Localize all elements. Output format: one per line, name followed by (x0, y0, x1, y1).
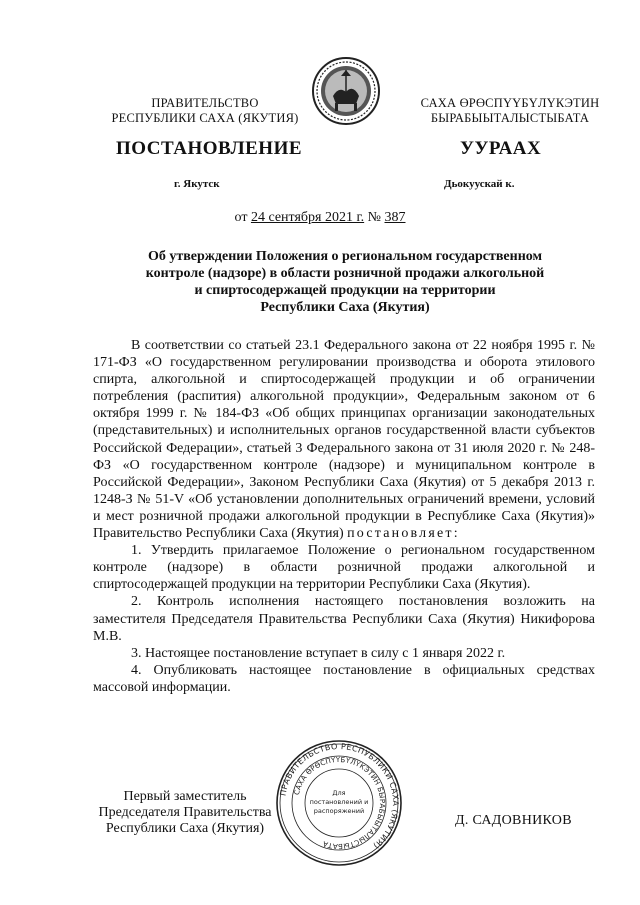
city-russian: г. Якутск (174, 178, 220, 190)
city-yakut: Дьокуускай к. (444, 178, 515, 190)
title-line-2: контроле (надзоре) в области розничной продажи алкогольной (145, 266, 545, 281)
doc-type-yakut: УУРААХ (460, 138, 542, 159)
header-left-line1: ПРАВИТЕЛЬСТВО (151, 96, 259, 110)
header-left-line2: РЕСПУБЛИКИ САХА (ЯКУТИЯ) (111, 111, 299, 125)
preamble-paragraph (93, 337, 595, 542)
header-right-line1: САХА ӨРӨСПҮҮБҮЛҮКЭТИН (420, 96, 600, 110)
stamp-center-line-2: постановлений и (309, 798, 369, 806)
document-body (93, 337, 595, 696)
item-1: 1. Утвердить прилагаемое Положение о региональном государственном контроле (надзоре) в области розничной продажи алкогольной и спиртосодержащей продукции на территории Республики Саха (Якутия). (93, 543, 595, 593)
header-left (100, 96, 310, 126)
official-stamp (274, 738, 404, 868)
resolves-word: постановляет: (347, 526, 460, 542)
item-3: 3. Настоящее постановление вступает в силу с 1 января 2022 г. (131, 645, 506, 661)
coat-of-arms-emblem (311, 56, 381, 126)
stamp-center-line-1: Для (332, 789, 346, 797)
stamp-outer-text: ПРАВИТЕЛЬСТВО РЕСПУБЛИКИ САХА (ЯКУТИЯ) (278, 741, 401, 851)
title-line-4: Республики Саха (Якутия) (260, 300, 430, 315)
item-4: 4. Опубликовать настоящее постановление в официальных средствах массовой информации. (93, 662, 595, 695)
signatory-name: Д. САДОВНИКОВ (455, 813, 572, 828)
number-prefix: № (364, 210, 385, 225)
title-line-3: и спиртосодержащей продукции на территории (194, 283, 496, 298)
stamp-inner-text: САХА ӨРӨСПҮҮБҮЛҮКЭТИН БЫРАБЫЫТАЛЫСТЫБАТА (292, 755, 387, 851)
document-number: 387 (384, 210, 406, 225)
header-right-line2: БЫРАБЫЫТАЛЫСТЫБАТА (430, 111, 590, 125)
position-line-2: Председателя Правительства (98, 805, 272, 820)
doc-type-russian: ПОСТАНОВЛЕНИЕ (116, 138, 303, 159)
position-line-3: Республики Саха (Якутия) (105, 821, 265, 836)
title-line-1: Об утверждении Положения о региональном государственном (147, 249, 543, 264)
item-2: 2. Контроль исполнения настоящего постановления возложить на заместителя Председателя Правительства Республики Саха (Якутия) Никифорова М.В. (93, 594, 595, 644)
position-line-1: Первый заместитель (123, 789, 247, 804)
stamp-center-line-3: распоряжений (313, 807, 365, 815)
header-right (395, 96, 625, 126)
date-prefix: от (234, 210, 251, 225)
document-date: 24 сентября 2021 г. (250, 210, 365, 225)
preamble-text: В соответствии со статьей 23.1 Федерального закона от 22 ноября 1995 г. № 171-ФЗ «О государственном регулировании производства и оборота этилового спирта, алкогольной и спиртосодержащей продукции и об ограничении потребления (распития) алкогольной продукции», Федеральным законом от 6 октября 1999 г. № 184-ФЗ «Об общих принципах организации законодательных (представительных) и исполнительных органов государственной власти субъектов Российской Федерации», статьей 3 Федерального закона от 31 июля 2020 г. № 248-ФЗ «О государственном контроле (надзоре) и муниципальном контроле в Российской Федерации», Законом Республики Саха (Якутия) от 5 декабря 2013 г. 1248-З № 51-V «Об установлении дополнительных ограничений времени, условий и мест розничной продажи алкогольной продукции в Республике Саха (Якутия)» Правительство Республики Саха (Якутия) (93, 338, 595, 542)
document-title (100, 248, 590, 316)
signatory-position (90, 789, 280, 837)
date-and-number (0, 210, 640, 226)
